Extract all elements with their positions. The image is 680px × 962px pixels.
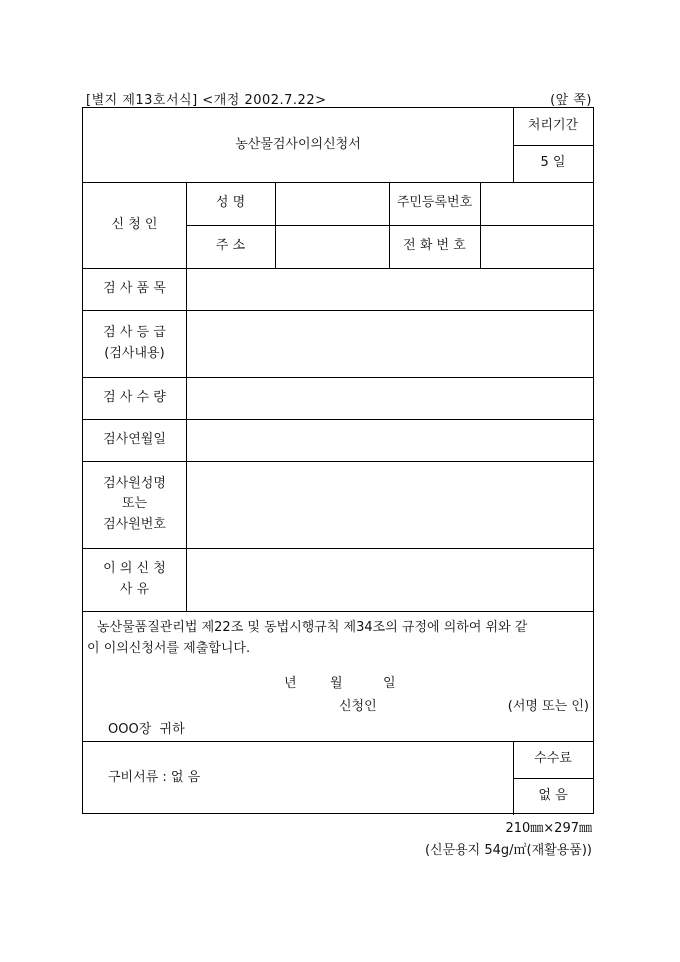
form-title: 농산물검사이의신청서 <box>235 136 361 152</box>
inspector-line2: 또는 <box>121 496 148 512</box>
application-form <box>82 107 594 814</box>
declaration-text <box>87 617 589 659</box>
name-field[interactable] <box>275 182 389 225</box>
paper-type: (신문용지 54g/㎡(재활용품)) <box>424 843 592 858</box>
inspection-quantity-label: 검 사 수 량 <box>103 389 166 405</box>
objection-reason-line1: 이 의 신 청 <box>103 561 166 577</box>
applicant-signature-label: 신청인 <box>339 699 377 714</box>
objection-reason-field[interactable] <box>186 548 593 611</box>
processing-period-value: 5 일 <box>540 155 566 171</box>
day-label: 일 <box>383 676 396 691</box>
inspector-line1: 검사원성명 <box>103 476 166 492</box>
name-label: 성 명 <box>215 195 246 211</box>
phone-field[interactable] <box>480 225 593 268</box>
inspection-date-label: 검사연월일 <box>103 431 166 447</box>
applicant-label: 신 청 인 <box>111 216 158 232</box>
inspector-field[interactable] <box>186 461 593 548</box>
inspection-grade-line1: 검 사 등 급 <box>103 325 166 341</box>
year-label: 년 <box>284 676 297 691</box>
objection-reason-label <box>83 548 186 611</box>
addressee: OOO장 귀하 <box>108 722 185 737</box>
inspection-grade-line2: (검사내용) <box>104 345 165 361</box>
inspection-item-field[interactable] <box>186 268 593 310</box>
declaration-section <box>83 611 593 741</box>
fee-value: 없 음 <box>538 788 568 804</box>
inspection-date-field[interactable] <box>186 419 593 461</box>
resident-number-label: 주민등록번호 <box>396 195 473 211</box>
inspector-label <box>83 461 186 548</box>
inspector-line3: 검사원번호 <box>103 516 166 532</box>
fee-label: 수수료 <box>534 751 572 767</box>
declaration-line2: 이 이의신청서를 제출합니다. <box>87 641 251 656</box>
inspection-quantity-field[interactable] <box>186 377 593 419</box>
paper-size: 210㎜×297㎜ <box>505 821 592 836</box>
page-side-label: (앞 쪽) <box>550 93 592 108</box>
phone-label: 전 화 번 호 <box>403 238 466 254</box>
processing-period-label: 처리기간 <box>527 118 579 134</box>
resident-number-field[interactable] <box>480 182 593 225</box>
inspection-grade-field[interactable] <box>186 310 593 377</box>
form-number-label: [별지 제13호서식] <개정 2002.7.22> <box>86 93 327 108</box>
signature-note: (서명 또는 인) <box>507 699 589 714</box>
objection-reason-line2: 사 유 <box>119 581 150 597</box>
inspection-grade-label <box>83 310 186 377</box>
inspection-item-label: 검 사 품 목 <box>103 280 166 296</box>
declaration-line1: 농산물품질관리법 제22조 및 동법시행규칙 제34조의 규정에 의하여 위와 같 <box>97 620 528 635</box>
address-label: 주 소 <box>215 238 246 254</box>
address-field[interactable] <box>275 225 389 268</box>
required-documents: 구비서류 : 없 음 <box>108 769 201 785</box>
month-label: 월 <box>330 676 343 691</box>
